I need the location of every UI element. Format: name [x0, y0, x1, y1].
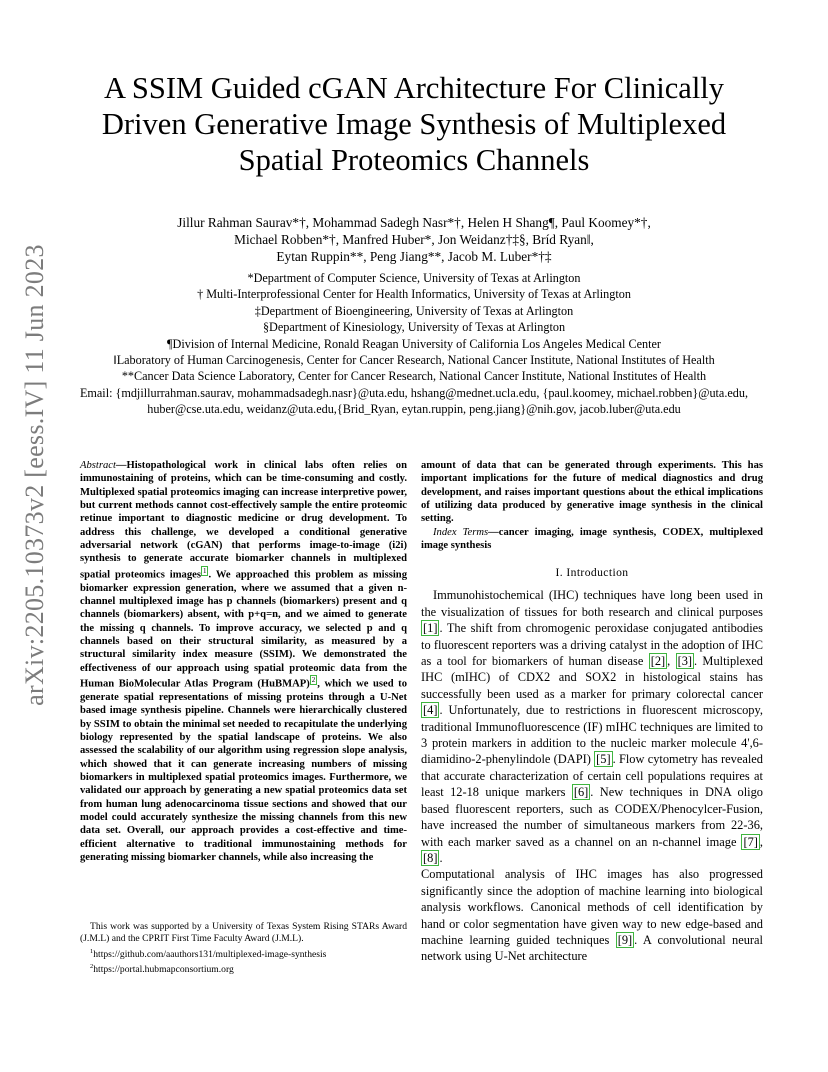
text-run: Computational analysis of IHC images has also progressed significantly since the adoption of machine learning into biological analysis workflows. Canonical methods of cell identification by hand or color segmentation have given way to new edge-based and machine learning guided techniques: [421, 867, 763, 947]
affiliation-list: [20, 270, 808, 418]
text-run: ,: [759, 834, 763, 849]
email-line: Email: {mdjillurrahman.saurav, mohammadsadegh.nasr}@uta.edu, hshang@mednet.ucla.edu, {paul.koomey, michael.robben}@uta.edu,: [79, 385, 749, 400]
index-terms-label: Index Terms: [433, 526, 489, 538]
footnote-1-mark: 1: [90, 947, 94, 955]
abstract-continued: amount of data that can be generated through experiments. This has important implications for the future of medical diagnostics and drug development, and raises important questions about the ethical implications of utilizing data produced by generative image synthesis in the clinical setting.: [421, 460, 763, 525]
citation-link[interactable]: [3]: [677, 654, 693, 669]
index-terms: [421, 526, 763, 553]
citation-link[interactable]: [1]: [423, 621, 438, 636]
affiliation-line: ‡Department of Bioengineering, University of Texas at Arlington: [254, 303, 574, 318]
text-run: ,: [667, 654, 676, 669]
citation-link[interactable]: [9]: [617, 932, 633, 947]
text-run: . A convolutional neural network using U-Net architecture: [421, 932, 763, 964]
text-run: .: [439, 850, 443, 865]
citation-link[interactable]: [4]: [423, 703, 438, 718]
footnote-link-1[interactable]: 1: [202, 566, 207, 575]
affiliation-line: *Department of Computer Science, University of Texas at Arlington: [247, 271, 581, 285]
right-column: [421, 459, 763, 965]
text-run: . New techniques in DNA oligo based fluorescent reporters, such as CODEX/Phenocylcer-Fusion, have increased the number of simultaneous markers from 22-36, with each marker saved as a channel on an n-channel image: [421, 785, 763, 849]
text-run: . Flow cytometry has revealed that accurate characterization of certain cell populations requires at least 12-18 unique markers: [421, 752, 763, 800]
text-run: . Unfortunately, due to restrictions in fluorescent microscopy, traditional Immunofluorescence (IF) mIHC techniques are limited to 3 protein markers in addition to the nucleic marker molecule 4',6-diamidino-2-phenylindole (DAPI): [421, 703, 763, 767]
paper-title: [60, 70, 768, 178]
text-run: . Multiplexed IHC (mIHC) of CDX2 and SOX2 in histological stains has successfully been used as a marker for primary colorectal cancer: [421, 654, 764, 701]
abstract-text: Histopathological work in clinical labs often relies on immunostaining of proteins, which can be time-consuming and costly. Multiplexed spatial proteomics imaging can increase interpretive power, but current methods cannot cost-effectively sample the entire proteomic retinue important to diagnostic medicine or drug development. To address this challenge, we developed a conditional generative adversarial network (cGAN) that performs image-to-image (i2i) synthesis to generate accurate biomarker channels in multiplexed spatial proteomics images: [80, 460, 407, 581]
email-line: huber@cse.uta.edu, weidanz@uta.edu,{Brid_Ryan, eytan.ruppin, peng.jiang}@nih.gov, jacob.luber@uta.edu: [147, 402, 681, 417]
abstract-text: , which we used to generate spatial representations of missing proteins through a U-Net based image synthesis pipeline. Channels were hierarchically clustered by SSIM to obtain the minimal set needed to recapitulate the underlying biology represented by the spatial landscape of proteins. We also assessed the scalability of our algorithm using regression slope analysis, which showed that it can generate increasing numbers of missing biomarkers in multiplexed spatial proteomics images. Furthermore, we validated our approach by generating a new spatial proteomics data set from human lung adenocarcinoma tissue sections and showed that our model could accurately synthesize the missing channels from this new data set. Overall, our approach provides a cost-effective and time-efficient alternative to traditional immunostaining methods for generating missing biomarker channels, while also increasing the: [80, 678, 408, 864]
citation-link[interactable]: [2]: [650, 654, 666, 669]
author-line: Jillur Rahman Saurav*†, Mohammad Sadegh Nasr*†, Helen H Shang¶, Paul Koomey*†,: [177, 215, 651, 230]
citation-link[interactable]: [8]: [423, 850, 438, 865]
footnote-2-url[interactable]: https://portal.hubmapconsortium.org: [93, 964, 234, 976]
citation-link[interactable]: [5]: [596, 752, 611, 767]
index-terms-dash: —: [488, 526, 499, 538]
arxiv-identifier-text: arXiv:2205.10373v2 [eess.IV] 11 Jun 2023: [20, 244, 49, 706]
footnote-2-mark: 2: [90, 963, 94, 971]
abstract-text: . We approached this problem as missing biomarker expression generation, where we assumed that a given n-channel multiplexed image has p channels (biomarkers) present and q channels (biomarkers) absent, with p+q=n, and we aimed to generate the missing q channels. To improve accuracy, we selected p and q channels based on their structural similarity, as measured by a structural similarity index measure (SSIM). We demonstrated the effectiveness of our approach using spatial proteomic data from the Human BioMolecular Atlas Program (HuBMAP): [80, 569, 407, 690]
affiliation-line: ‖Laboratory of Human Carcinogenesis, Center for Cancer Research, National Cancer Institute, National Institutes of Health: [113, 353, 715, 368]
affiliation-line: ¶Division of Internal Medicine, Ronald Reagan University of California Los Angeles Medical Center: [167, 336, 661, 351]
affiliation-line: **Cancer Data Science Laboratory, Center for Cancer Research, National Cancer Institute, National Institutes of Health: [121, 369, 707, 384]
abstract-label: Abstract: [80, 460, 116, 471]
citation-link[interactable]: [6]: [573, 785, 589, 800]
title-line: A SSIM Guided cGAN Architecture For Clinically: [103, 71, 725, 105]
footnotes: [80, 921, 407, 977]
citation-link[interactable]: [7]: [743, 834, 758, 849]
author-list: [70, 214, 758, 265]
footnote-1-url[interactable]: https://github.com/aauthors131/multiplexed-image-synthesis: [93, 949, 327, 960]
funding-footnote: This work was supported by a University of Texas System Rising STARs Award (J.M.L) and the CPRIT First Time Faculty Award (J.M.L).: [80, 921, 407, 945]
title-line: Driven Generative Image Synthesis of Multiplexed: [101, 107, 727, 141]
left-column: [80, 459, 407, 864]
footnote-1: [80, 946, 407, 962]
footnote-link-2[interactable]: 2: [311, 676, 316, 685]
text-run: . The shift from chromogenic peroxidase conjugated antibodies to fluorescent reporters was a driving catalyst in the adoption of IHC as a tool for biomarkers of human disease: [421, 621, 763, 669]
intro-paragraph-1: [421, 587, 763, 866]
abstract: [80, 459, 407, 864]
abstract-dash: —: [115, 460, 127, 471]
index-terms-text: cancer imaging, image synthesis, CODEX, multiplexed image synthesis: [421, 526, 763, 552]
author-line: Michael Robben*†, Manfred Huber*, Jon Weidanz†‡§, Bríd Ryan‖,: [234, 232, 594, 247]
author-line: Eytan Ruppin**, Peng Jiang**, Jacob M. Luber*†‡: [276, 249, 552, 264]
text-run: Immunohistochemical (IHC) techniques have long been used in the visualization of tissues for both research and clinical purposes: [421, 588, 763, 619]
title-line: Spatial Proteomics Channels: [238, 143, 590, 177]
affiliation-line: † Multi-Interprofessional Center for Health Informatics, University of Texas at Arlington: [197, 287, 631, 302]
footnote-2: [80, 961, 407, 977]
affiliation-line: §Department of Kinesiology, University of Texas at Arlington: [262, 320, 566, 335]
intro-paragraph-2: [421, 866, 763, 964]
section-heading-introduction: I. Introduction: [555, 566, 629, 580]
